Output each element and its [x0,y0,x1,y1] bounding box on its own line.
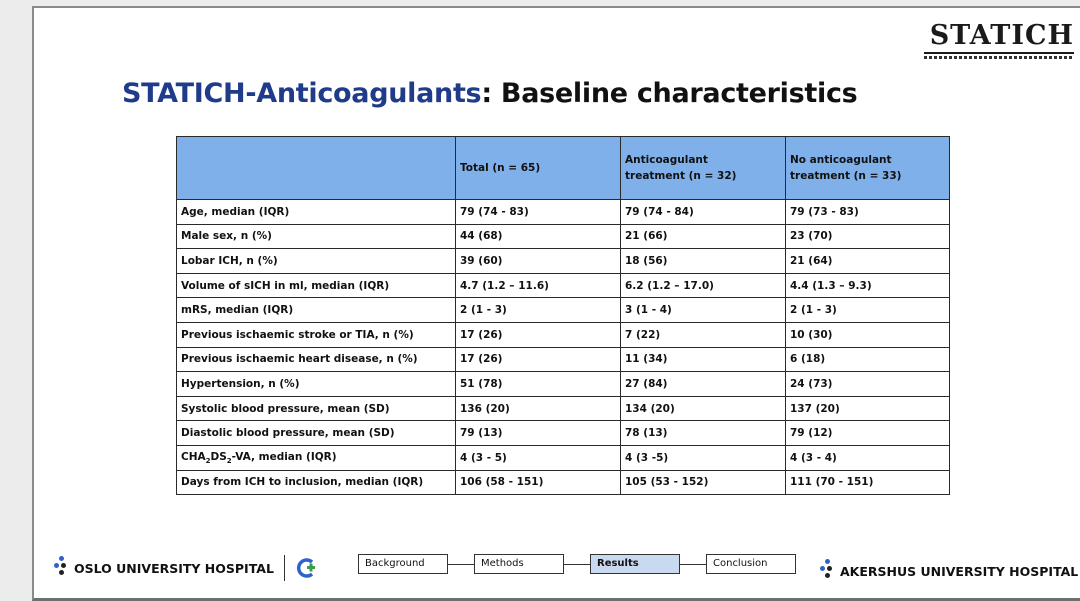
row-label: Systolic blood pressure, mean (SD) [177,396,456,421]
table-row [177,298,950,323]
cell-total: 106 (58 - 151) [456,470,621,495]
cell-anti: 134 (20) [621,396,786,421]
row-label: Male sex, n (%) [177,224,456,249]
cell-noanti: 137 (20) [786,396,950,421]
cell-anti: 4 (3 -5) [621,445,786,470]
cell-total: 79 (13) [456,421,621,446]
section-navigation [358,554,796,574]
nav-connector [448,564,474,565]
footer-divider [284,555,285,581]
cell-total: 17 (26) [456,347,621,372]
row-label: mRS, median (IQR) [177,298,456,323]
table-row [177,249,950,274]
header-total [456,137,621,200]
label-part: DS [210,450,227,463]
nav-connector [564,564,590,565]
logo-rule [924,52,1074,54]
nav-conclusion[interactable]: Conclusion [706,554,796,574]
label-part: CHA [181,450,206,463]
cell-anti: 78 (13) [621,421,786,446]
statich-logo [924,22,1074,59]
table-row [177,421,950,446]
cell-noanti: 21 (64) [786,249,950,274]
slide-title [122,78,857,109]
cell-anti: 3 (1 - 4) [621,298,786,323]
header-noanti-line1: No anticoagulant [790,154,892,166]
cell-anti: 7 (22) [621,322,786,347]
nav-methods[interactable]: Methods [474,554,564,574]
cell-noanti: 23 (70) [786,224,950,249]
row-label: Volume of sICH in ml, median (IQR) [177,273,456,298]
cell-noanti: 111 (70 - 151) [786,470,950,495]
cell-anti: 6.2 (1.2 – 17.0) [621,273,786,298]
oslo-hospital-brand [54,555,317,581]
row-label [177,445,456,470]
header-anti-line2: treatment (n = 32) [625,170,737,182]
hospital-emblem-icon [295,557,317,579]
baseline-table [176,136,950,495]
table-row [177,200,950,225]
label-subscript: 2 [226,456,232,465]
cell-anti: 11 (34) [621,347,786,372]
title-rest: : Baseline characteristics [481,78,858,109]
nav-results[interactable]: Results [590,554,680,574]
cell-total: 2 (1 - 3) [456,298,621,323]
header-empty [177,137,456,200]
cell-noanti: 4.4 (1.3 – 9.3) [786,273,950,298]
table-row [177,396,950,421]
logo-tagline [924,56,1074,59]
cell-anti: 21 (66) [621,224,786,249]
cell-total: 136 (20) [456,396,621,421]
row-label: Diastolic blood pressure, mean (SD) [177,421,456,446]
cell-total: 51 (78) [456,372,621,397]
cell-total: 79 (74 - 83) [456,200,621,225]
cell-anti: 105 (53 - 152) [621,470,786,495]
header-no-anticoagulant [786,137,950,200]
cell-noanti: 6 (18) [786,347,950,372]
cell-anti: 18 (56) [621,249,786,274]
cell-anti: 79 (74 - 84) [621,200,786,225]
label-part: -VA, median (IQR) [231,450,337,463]
nav-connector [680,564,706,565]
row-label: Previous ischaemic stroke or TIA, n (%) [177,322,456,347]
cell-noanti: 79 (73 - 83) [786,200,950,225]
cell-noanti: 10 (30) [786,322,950,347]
cell-noanti: 79 (12) [786,421,950,446]
table-row [177,273,950,298]
row-label: Days from ICH to inclusion, median (IQR) [177,470,456,495]
header-noanti-line2: treatment (n = 33) [790,170,902,182]
akershus-hospital-name: AKERSHUS UNIVERSITY HOSPITAL [840,563,1079,579]
oslo-dots-icon [54,556,68,580]
table-row [177,372,950,397]
cell-noanti: 24 (73) [786,372,950,397]
table-header-row [177,137,950,200]
row-label: Age, median (IQR) [177,200,456,225]
cell-total: 44 (68) [456,224,621,249]
slide [32,6,1080,601]
nav-background[interactable]: Background [358,554,448,574]
cell-total: 4 (3 - 5) [456,445,621,470]
akershus-dots-icon [820,559,834,583]
row-label: Lobar ICH, n (%) [177,249,456,274]
cell-total: 4.7 (1.2 – 11.6) [456,273,621,298]
row-label: Previous ischaemic heart disease, n (%) [177,347,456,372]
label-subscript: 2 [205,456,211,465]
cell-noanti: 4 (3 - 4) [786,445,950,470]
cell-anti: 27 (84) [621,372,786,397]
table-row [177,322,950,347]
header-total-label: Total (n = 65) [460,162,541,174]
header-anti-line1: Anticoagulant [625,154,708,166]
row-label: Hypertension, n (%) [177,372,456,397]
header-anticoagulant [621,137,786,200]
table-row [177,224,950,249]
oslo-hospital-name: OSLO UNIVERSITY HOSPITAL [74,560,274,576]
cell-total: 17 (26) [456,322,621,347]
title-accent: STATICH-Anticoagulants [122,78,482,109]
cell-total: 39 (60) [456,249,621,274]
table-row [177,445,950,470]
logo-wordmark: STATICH [929,20,1074,51]
akershus-hospital-brand [820,559,1078,583]
cell-noanti: 2 (1 - 3) [786,298,950,323]
table-row [177,470,950,495]
table-row [177,347,950,372]
